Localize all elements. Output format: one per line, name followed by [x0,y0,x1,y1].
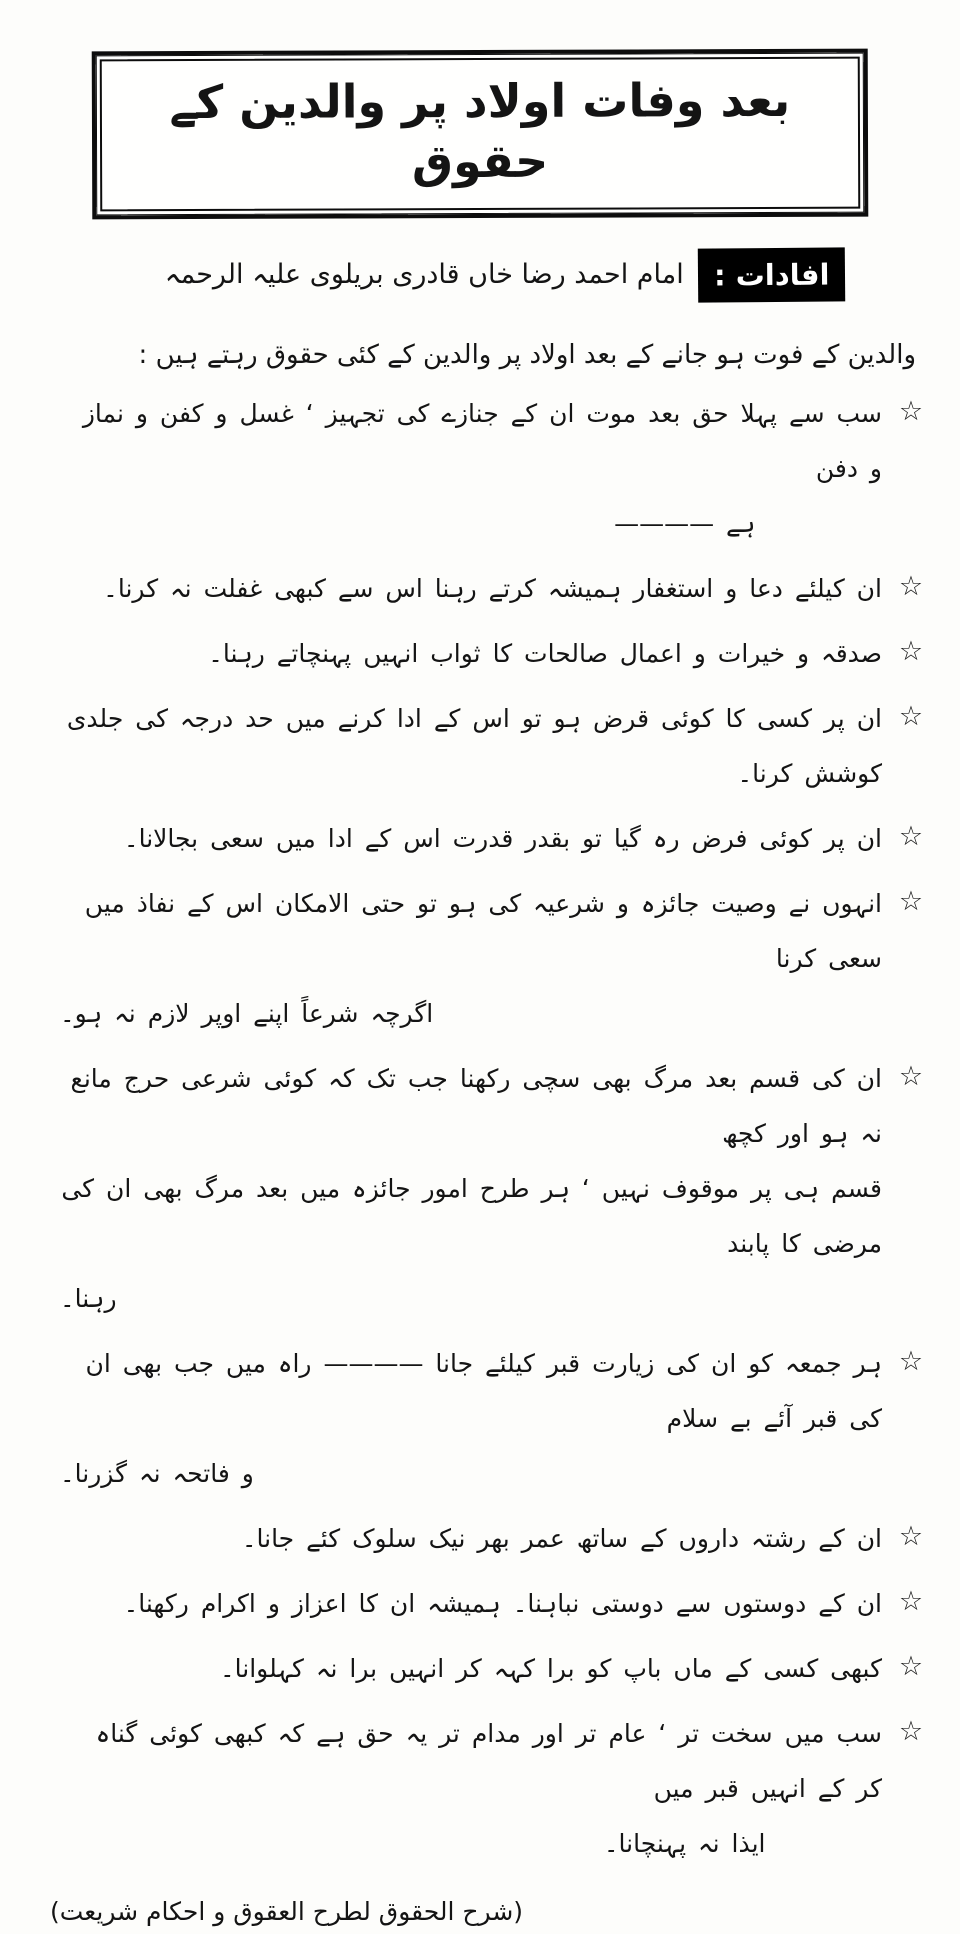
list-item [60,811,940,866]
text-line: ان کے دوستوں سے دوستی نباہنا۔ ہمیشہ ان کا اعزاز و اکرام رکھنا۔ [123,1589,882,1619]
star-bullet-icon: ☆ [898,886,924,918]
list-item-text [60,1511,882,1566]
list-item [60,1641,940,1696]
text-line: کبھی کسی کے ماں باپ کو برا کہہ کر انہیں برا نہ کہلوانا۔ [220,1654,882,1684]
list-item [60,1511,940,1566]
list-item [60,691,940,801]
text-line: اگرچہ شرعاً اپنے اوپر لازم نہ ہو۔ [60,999,434,1029]
title-box-inner [100,57,861,211]
list-item-text [60,1576,882,1631]
list-item [60,1576,940,1631]
list-item [60,1706,940,1871]
text-line: ان کے رشتہ داروں کے ساتھ عمر بھر نیک سلوک کئے جانا۔ [241,1524,882,1554]
list-item-text [60,811,882,866]
page-title: بعد وفات اولاد پر والدین کے حقوق [169,72,791,189]
star-bullet-icon: ☆ [898,1716,924,1748]
list-item [60,561,940,616]
star-bullet-icon: ☆ [898,821,924,853]
text-line: انہوں نے وصیت جائزہ و شرعیہ کی ہو تو حتی الامکان اس کے نفاذ میں سعی کرنا [84,889,882,974]
text-line: ان پر کوئی فرض رہ گیا تو بقدر قدرت اس کے ادا میں سعی بجالانا۔ [123,824,882,854]
star-bullet-icon: ☆ [898,571,924,603]
list-item-text [60,691,882,801]
star-bullet-icon: ☆ [898,1586,924,1618]
rights-list [60,386,940,1871]
text-line: ان کیلئے دعا و استغفار ہمیشہ کرتے رہنا اس سے کبھی غفلت نہ کرنا۔ [103,574,882,604]
byline [164,248,840,302]
list-item [60,386,940,551]
source-reference: (شرح الحقوق لطرح العقوق و احکام شریعت) [50,1897,524,1927]
list-item-text [60,1706,882,1871]
star-bullet-icon: ☆ [898,1521,924,1553]
star-bullet-icon: ☆ [898,1346,924,1378]
text-line: ان پر کسی کا کوئی قرض ہو تو اس کے ادا کرنے میں حد درجہ کی جلدی کوشش کرنا۔ [66,704,882,789]
text-line: رہنا۔ [60,1284,117,1314]
text-line: و فاتحہ نہ گزرنا۔ [60,1459,254,1489]
list-item-text [60,561,882,616]
text-line: سب میں سخت تر ‘ عام تر اور مدام تر یہ حق ہے کہ کبھی کوئی گناہ کر کے انہیں قبر میں [95,1719,882,1804]
text-line: سب سے پہلا حق بعد موت ان کے جنازے کی تجہیز ‘ غسل و کفن و نماز و دفن [82,399,882,484]
star-bullet-icon: ☆ [898,1061,924,1093]
text-line: ایذا نہ پہنچانا۔ [603,1829,766,1859]
byline-label: افادات : [697,247,845,302]
intro-text: والدین کے فوت ہو جانے کے بعد اولاد پر والدین کے کئی حقوق رہتے ہیں : [138,339,916,370]
list-item [60,876,940,1041]
list-item [60,626,940,681]
list-item-text [60,626,882,681]
star-bullet-icon: ☆ [898,701,924,733]
text-line: ہر جمعہ کو ان کی زیارت قبر کیلئے جانا ———— راہ میں جب بھی ان کی قبر آئے بے سلام [85,1349,882,1434]
text-line: ہے ———— [614,509,756,539]
star-bullet-icon: ☆ [898,396,924,428]
text-line: ان کی قسم بعد مرگ بھی سچی رکھنا جب تک کہ کوئی شرعی حرج مانع نہ ہو اور کچھ [70,1064,882,1149]
list-item-text [60,1641,882,1696]
star-bullet-icon: ☆ [898,1651,924,1683]
star-bullet-icon: ☆ [898,636,924,668]
text-line: قسم ہی پر موقوف نہیں ‘ ہر طرح امور جائزہ میں بعد مرگ بھی ان کی مرضی کا پابند [61,1174,882,1259]
list-item-text [60,876,882,1041]
list-item [60,1336,940,1501]
list-item-text [60,1336,882,1501]
list-item-text [60,386,882,551]
list-item [60,1051,940,1326]
list-item-text [60,1051,882,1326]
author-name: امام احمد رضا خاں قادری بریلوی علیہ الرحمہ [164,259,684,291]
text-line: صدقہ و خیرات و اعمال صالحات کا ثواب انہیں پہنچاتے رہنا۔ [208,639,882,669]
title-box [92,49,869,219]
